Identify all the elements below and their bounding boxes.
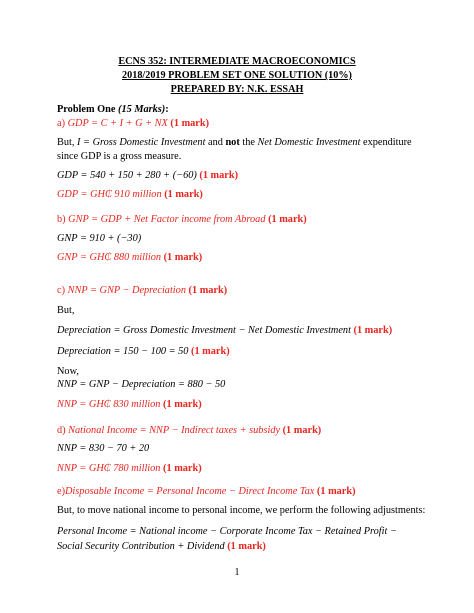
part-c-equation: c) NNP = GNP − Depreciation (1 mark) <box>57 285 228 296</box>
part-a-calc: GDP = 540 + 150 + 280 + (−60) (1 mark) <box>57 170 238 181</box>
part-a-answer: GDP = GH₵ 910 million (1 mark) <box>57 189 203 200</box>
part-c-depreciation-calc: Depreciation = 150 − 100 = 50 (1 mark) <box>57 346 230 357</box>
part-e-personal-income-2: Social Security Contribution + Dividend (1 mark) <box>57 541 266 552</box>
part-a-note: But, I = Gross Domestic Investment and not the Net Domestic Investment expenditure <box>57 137 412 148</box>
problem-one-heading: Problem One (15 Marks): <box>57 104 169 115</box>
part-c-nnp-calc: NNP = GNP − Depreciation = 880 − 50 <box>57 379 226 390</box>
course-title: ECNS 352: INTERMEDIATE MACROECONOMICS <box>118 56 356 67</box>
part-c-depreciation-eq: Depreciation = Gross Domestic Investment − Net Domestic Investment (1 mark) <box>57 325 393 336</box>
problem-set-title: 2018/2019 PROBLEM SET ONE SOLUTION (10%) <box>122 70 352 81</box>
part-e-personal-income-1: Personal Income = National income − Corporate Income Tax − Retained Profit − <box>57 526 397 537</box>
part-b-calc: GNP = 910 + (−30) <box>57 233 142 244</box>
part-d-equation: d) National Income = NNP − Indirect taxes + subsidy (1 mark) <box>57 425 322 436</box>
part-e-equation: e)Disposable Income = Personal Income − Direct Income Tax (1 mark) <box>57 486 356 497</box>
part-c-answer: NNP = GH₵ 830 million (1 mark) <box>57 399 202 410</box>
part-d-answer: NNP = GH₵ 780 million (1 mark) <box>57 463 202 474</box>
part-c-but: But, <box>57 305 75 316</box>
page-number: 1 <box>234 567 240 578</box>
part-d-calc: NNP = 830 − 70 + 20 <box>57 443 150 454</box>
part-a-note-cont: since GDP is a gross measure. <box>57 151 182 162</box>
part-a-equation: a) GDP = C + I + G + NX (1 mark) <box>57 118 210 129</box>
prepared-by: PREPARED BY: N.K. ESSAH <box>170 84 304 95</box>
part-c-now: Now, <box>57 366 79 377</box>
part-e-text: But, to move national income to personal income, we perform the following adjustments: <box>57 505 426 516</box>
part-b-equation: b) GNP = GDP + Net Factor income from Abroad (1 mark) <box>57 214 307 225</box>
part-b-answer: GNP = GH₵ 880 million (1 mark) <box>57 252 203 263</box>
